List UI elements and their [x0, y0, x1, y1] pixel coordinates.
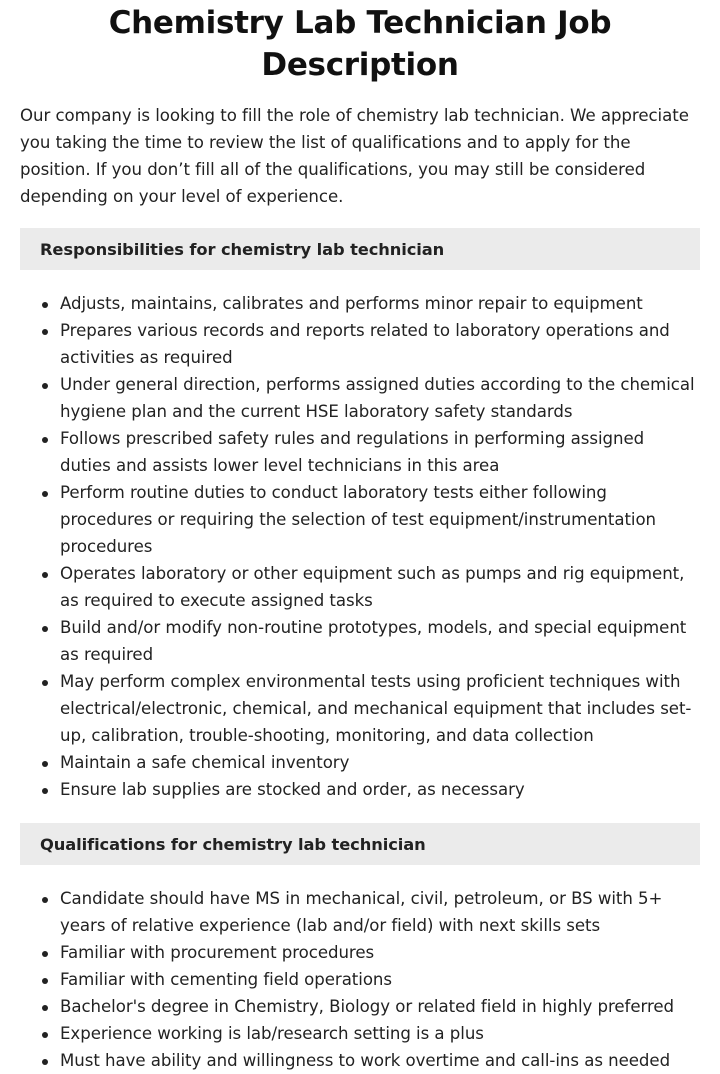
bullet-icon	[42, 761, 48, 767]
list-item-text: Under general direction, performs assigned duties according to the chemical hygiene plan and the current HSE laboratory safety standards	[60, 375, 695, 421]
bullet-icon	[42, 302, 48, 308]
qualifications-list	[20, 885, 700, 1074]
page-title: Chemistry Lab Technician Job Description	[108, 5, 612, 83]
bullet-icon	[42, 978, 48, 984]
intro-paragraph: Our company is looking to fill the role of chemistry lab technician. We appreciate you taking the time to review the list of qualifications and to apply for the position. If you don’t fill all of the qualifications, you may still be considered depending on your level of experience.	[20, 106, 689, 206]
list-item-text: Must have ability and willingness to work overtime and call-ins as needed	[60, 1051, 671, 1070]
responsibility-item	[20, 776, 700, 803]
list-item-text: Operates laboratory or other equipment such as pumps and rig equipment, as required to execute assigned tasks	[60, 564, 685, 610]
responsibility-item	[20, 290, 700, 317]
qualification-item	[20, 1020, 700, 1047]
list-item-text: Follows prescribed safety rules and regulations in performing assigned duties and assists lower level technicians in this area	[60, 429, 645, 475]
list-item-text: Build and/or modify non-routine prototypes, models, and special equipment as required	[60, 618, 687, 664]
list-item-text: Experience working is lab/research setting is a plus	[60, 1024, 484, 1043]
list-item-text: Maintain a safe chemical inventory	[60, 753, 350, 772]
responsibility-item	[20, 749, 700, 776]
bullet-icon	[42, 491, 48, 497]
bullet-icon	[42, 383, 48, 389]
bullet-icon	[42, 626, 48, 632]
bullet-icon	[42, 680, 48, 686]
list-item-text: Prepares various records and reports related to laboratory operations and activities as required	[60, 321, 670, 367]
section-spacer	[20, 803, 700, 805]
bullet-icon	[42, 897, 48, 903]
bullet-icon	[42, 788, 48, 794]
responsibility-item	[20, 479, 700, 560]
bullet-icon	[42, 329, 48, 335]
list-item-text: Bachelor's degree in Chemistry, Biology or related field in highly preferred	[60, 997, 675, 1016]
responsibility-item	[20, 317, 700, 371]
qualification-item	[20, 993, 700, 1020]
list-item-text: Perform routine duties to conduct laboratory tests either following procedures or requiring the selection of test equipment/instrumentation procedures	[60, 483, 657, 556]
responsibility-item	[20, 614, 700, 668]
responsibility-item	[20, 560, 700, 614]
list-item-text: Familiar with procurement procedures	[60, 943, 375, 962]
responsibility-item	[20, 668, 700, 749]
qualification-item	[20, 1047, 700, 1074]
qualification-item	[20, 939, 700, 966]
bullet-icon	[42, 572, 48, 578]
responsibility-item	[20, 425, 700, 479]
list-item-text: Ensure lab supplies are stocked and order, as necessary	[60, 780, 525, 799]
responsibilities-heading: Responsibilities for chemistry lab technician	[20, 228, 700, 270]
list-item-text: Familiar with cementing field operations	[60, 970, 392, 989]
list-item-text: Adjusts, maintains, calibrates and performs minor repair to equipment	[60, 294, 643, 313]
qualifications-heading: Qualifications for chemistry lab technician	[20, 823, 700, 865]
bullet-icon	[42, 1005, 48, 1011]
qualification-item	[20, 966, 700, 993]
responsibilities-list	[20, 290, 700, 803]
bullet-icon	[42, 1032, 48, 1038]
list-item-text: Candidate should have MS in mechanical, civil, petroleum, or BS with 5+ years of relative experience (lab and/or field) with next skills sets	[60, 889, 663, 935]
bullet-icon	[42, 951, 48, 957]
list-item-text: May perform complex environmental tests using proficient techniques with electrical/electronic, chemical, and mechanical equipment that includes set-up, calibration, trouble-shooting, monitoring, and data collection	[60, 672, 692, 745]
bullet-icon	[42, 437, 48, 443]
qualification-item	[20, 885, 700, 939]
responsibility-item	[20, 371, 700, 425]
bullet-icon	[42, 1059, 48, 1065]
